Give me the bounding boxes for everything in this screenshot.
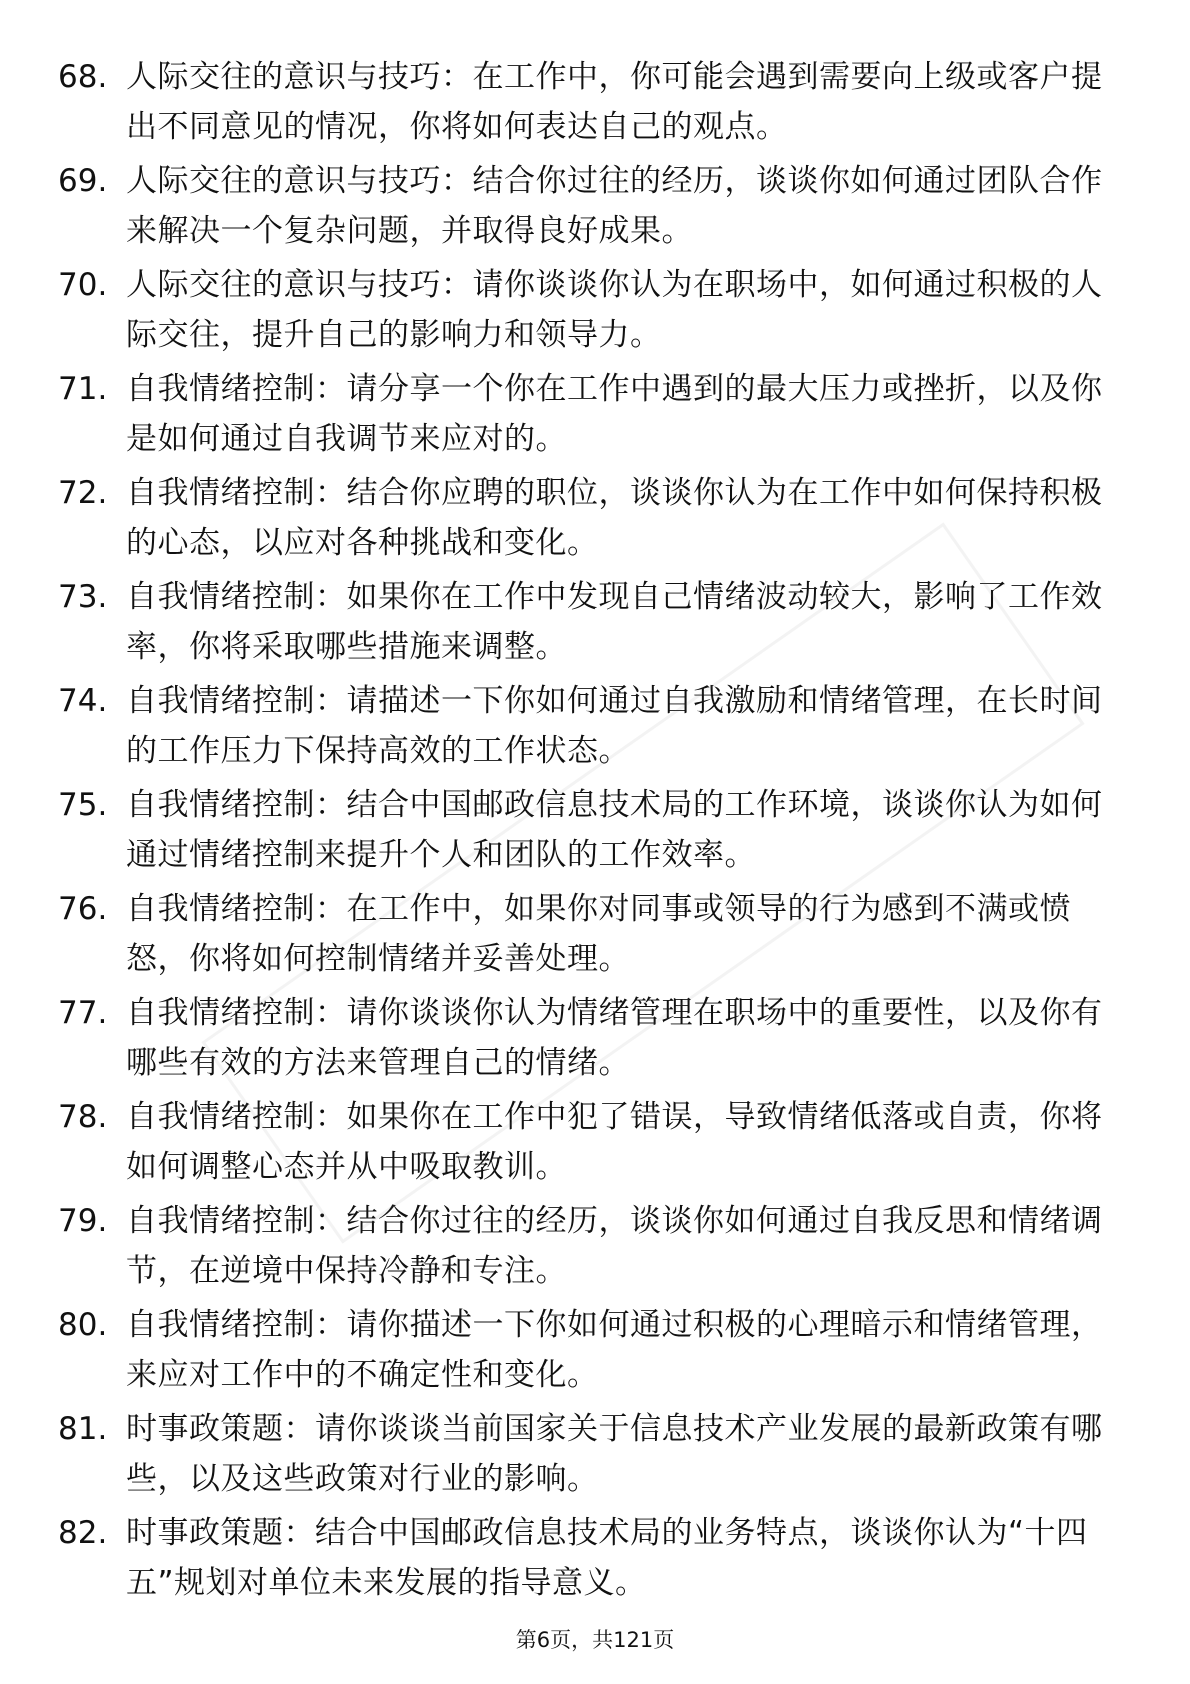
question-text: 自我情绪控制：请描述一下你如何通过自我激励和情绪管理，在长时间的工作压力下保持高效的工作状态。	[126, 683, 1103, 769]
question-item-72	[58, 468, 1118, 572]
question-item-79	[58, 1196, 1118, 1300]
question-text: 自我情绪控制：结合你过往的经历，谈谈你如何通过自我反思和情绪调节，在逆境中保持冷静和专注。	[126, 1203, 1103, 1289]
question-item-70	[58, 260, 1118, 364]
question-number: 82.	[58, 1515, 108, 1551]
question-number: 79.	[58, 1203, 108, 1239]
question-number: 78.	[58, 1099, 108, 1135]
question-text: 人际交往的意识与技巧：请你谈谈你认为在职场中，如何通过积极的人际交往，提升自己的影响力和领导力。	[126, 267, 1103, 353]
page-footer: 第6页，共121页	[515, 1628, 675, 1652]
question-list	[58, 52, 1118, 1612]
question-item-82	[58, 1508, 1118, 1612]
question-text: 自我情绪控制：请你谈谈你认为情绪管理在职场中的重要性，以及你有哪些有效的方法来管理自己的情绪。	[126, 995, 1103, 1081]
question-text: 自我情绪控制：结合中国邮政信息技术局的工作环境，谈谈你认为如何通过情绪控制来提升个人和团队的工作效率。	[126, 787, 1103, 873]
question-item-71	[58, 364, 1118, 468]
question-number: 69.	[58, 163, 108, 199]
question-text: 人际交往的意识与技巧：在工作中，你可能会遇到需要向上级或客户提出不同意见的情况，你将如何表达自己的观点。	[126, 59, 1103, 145]
question-number: 71.	[58, 371, 108, 407]
question-text: 时事政策题：请你谈谈当前国家关于信息技术产业发展的最新政策有哪些，以及这些政策对行业的影响。	[126, 1411, 1103, 1497]
question-text: 自我情绪控制：请分享一个你在工作中遇到的最大压力或挫折，以及你是如何通过自我调节来应对的。	[126, 371, 1103, 457]
question-number: 80.	[58, 1307, 108, 1343]
question-text: 人际交往的意识与技巧：结合你过往的经历，谈谈你如何通过团队合作来解决一个复杂问题，并取得良好成果。	[126, 163, 1103, 249]
question-item-75	[58, 780, 1118, 884]
question-item-68	[58, 52, 1118, 156]
question-number: 70.	[58, 267, 108, 303]
question-number: 77.	[58, 995, 108, 1031]
question-item-73	[58, 572, 1118, 676]
question-item-80	[58, 1300, 1118, 1404]
question-item-78	[58, 1092, 1118, 1196]
question-text: 自我情绪控制：结合你应聘的职位，谈谈你认为在工作中如何保持积极的心态，以应对各种挑战和变化。	[126, 475, 1103, 561]
question-number: 81.	[58, 1411, 108, 1447]
question-item-76	[58, 884, 1118, 988]
question-number: 68.	[58, 59, 108, 95]
question-text: 自我情绪控制：请你描述一下你如何通过积极的心理暗示和情绪管理，来应对工作中的不确定性和变化。	[126, 1307, 1103, 1393]
question-text: 自我情绪控制：在工作中，如果你对同事或领导的行为感到不满或愤怒，你将如何控制情绪并妥善处理。	[126, 891, 1071, 977]
question-number: 75.	[58, 787, 108, 823]
question-number: 76.	[58, 891, 108, 927]
question-number: 73.	[58, 579, 108, 615]
question-item-81	[58, 1404, 1118, 1508]
question-text: 时事政策题：结合中国邮政信息技术局的业务特点，谈谈你认为“十四五”规划对单位未来发展的指导意义。	[126, 1515, 1088, 1601]
question-item-77	[58, 988, 1118, 1092]
question-text: 自我情绪控制：如果你在工作中发现自己情绪波动较大，影响了工作效率，你将采取哪些措施来调整。	[126, 579, 1103, 665]
question-number: 74.	[58, 683, 108, 719]
question-text: 自我情绪控制：如果你在工作中犯了错误，导致情绪低落或自责，你将如何调整心态并从中吸取教训。	[126, 1099, 1103, 1185]
question-item-74	[58, 676, 1118, 780]
question-number: 72.	[58, 475, 108, 511]
question-item-69	[58, 156, 1118, 260]
